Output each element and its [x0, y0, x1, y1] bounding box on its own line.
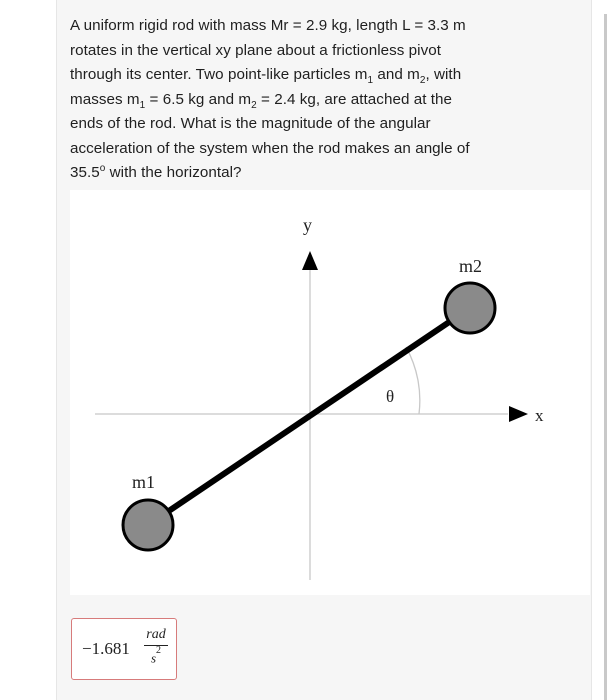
rod-diagram — [70, 190, 590, 595]
question-line-text: with the horizontal? — [105, 164, 242, 181]
question-line — [70, 112, 515, 137]
question-line — [70, 88, 515, 113]
angle-arc — [406, 347, 420, 414]
x-axis-arrow-icon — [509, 406, 528, 422]
answer-unit — [144, 627, 168, 665]
mass-m1 — [123, 500, 173, 550]
question-line-text: masses m — [70, 90, 140, 108]
y-axis-label: y — [303, 215, 312, 235]
question-line — [70, 14, 515, 39]
unit-numerator: rad — [146, 627, 166, 642]
mass-m2 — [445, 283, 495, 333]
question-line-text: ends of the rod. What is the magnitude of the angular — [70, 115, 431, 132]
mass-m2-label: m2 — [459, 256, 483, 276]
question-line-text: and m — [373, 66, 420, 83]
subscript: 1 — [139, 99, 146, 111]
subscript: 2 — [419, 75, 426, 87]
x-axis-label: x — [535, 406, 544, 425]
question-line — [70, 137, 515, 162]
question-line-text: 35.5 — [70, 164, 100, 181]
answer-value: −1.681 — [82, 639, 130, 658]
angle-label: θ — [386, 387, 395, 406]
question-line-text: through its center. Two point-like particles m — [70, 66, 368, 83]
unit-exponent: 2 — [156, 645, 162, 656]
question-line-text: = 2.4 kg, are attached at the — [256, 90, 453, 108]
rod-diagram-svg — [70, 190, 590, 595]
question-line — [70, 63, 515, 88]
y-axis-arrow-icon — [302, 251, 318, 270]
question-line-text: , with — [425, 66, 462, 83]
rod — [148, 308, 470, 525]
degree-superscript: o — [99, 162, 106, 174]
question-line-text: acceleration of the system when the rod makes an angle of — [70, 139, 470, 157]
question-text — [70, 14, 515, 186]
answer-field[interactable] — [71, 618, 177, 680]
page-right-rule — [604, 14, 607, 700]
mass-m1-label: m1 — [132, 472, 156, 492]
question-line-text: A uniform rigid rod with mass Mr = 2.9 kg, length L = 3.3 m — [70, 17, 466, 34]
question-line — [70, 39, 515, 64]
subscript: 2 — [251, 99, 257, 111]
subscript: 1 — [367, 75, 374, 87]
unit-denominator — [144, 647, 168, 665]
unit-denominator-base: s — [150, 650, 157, 666]
question-line-text: = 6.5 kg and m — [145, 90, 252, 108]
question-line — [70, 161, 515, 186]
question-line-text: rotates in the vertical xy plane about a frictionless pivot — [70, 41, 442, 59]
